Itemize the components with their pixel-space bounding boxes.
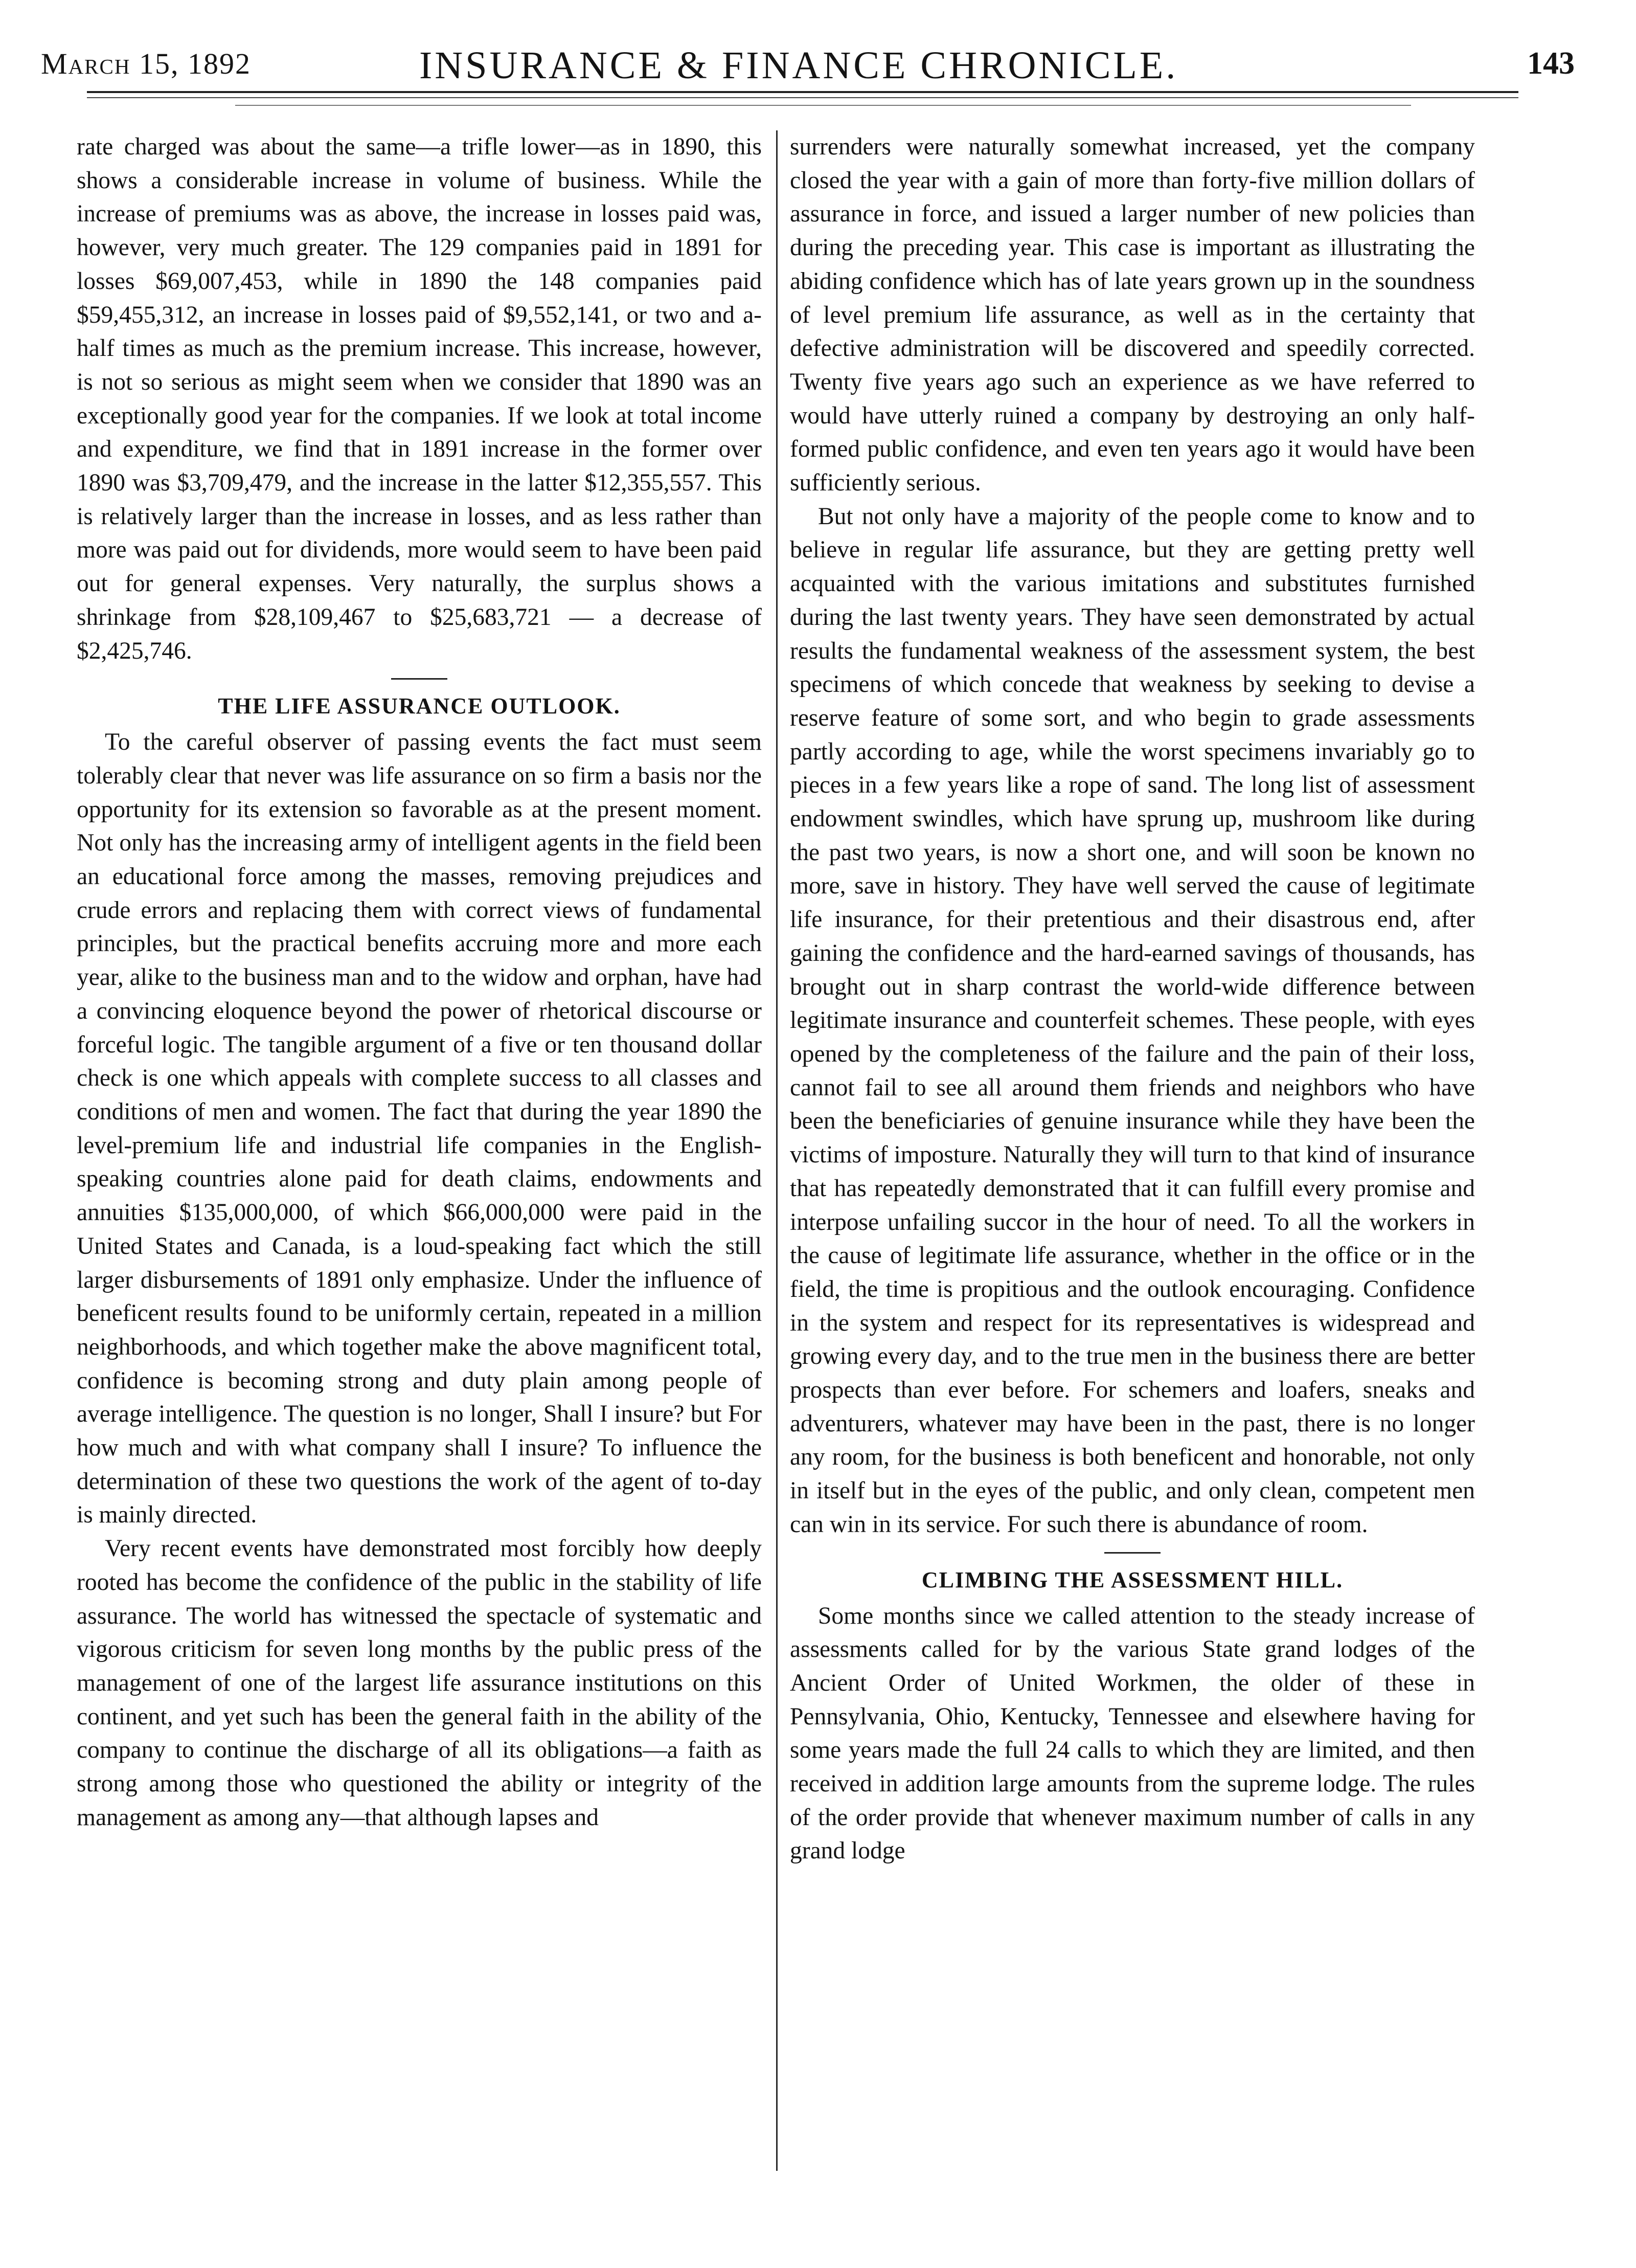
section-divider: [1104, 1552, 1161, 1554]
header-rule-thin: [87, 97, 1518, 98]
continued-paragraph: surrenders were naturally somewhat increased, yet the company closed the year with a gain of more than forty-five million dollars of assurance in force, and issued a larger number of new policies than during the preceding year. This case is important as illustrating the abiding confidence which has of late years grown up in the soundness of level premium life assurance, as well as in the certainty that defective administration will be discovered and speedily corrected. Twenty five years ago such an experience as we have referred to would have utterly ruined a company by destroying an only half-formed public confidence, and even ten years ago it would have been sufficiently serious.: [790, 133, 1475, 497]
body-paragraph: To the careful observer of passing events the fact must seem tolerably clear that never was life assurance on so firm a basis nor the opportunity for its extension so favorable as at the present moment. Not only has the increasing army of intelligent agents in the field been an educational force among the masses, removing prejudices and crude errors and replacing them with correct views of fundamental principles, but the practical benefits accruing more and more each year, alike to the business man and to the widow and orphan, have had a convincing eloquence beyond the power of rhetorical discourse or forceful logic. The tangible argument of a five or ten thousand dollar check is one which appeals with complete success to all classes and conditions of men and women. The fact that during the year 1890 the level-premium life and industrial life companies in the English-speaking countries alone paid for death claims, endowments and annuities $135,000,000, of which $66,000,000 were paid in the United States and Canada, is a loud-speaking fact which the still larger disbursements of 1891 only emphasize. Under the influence of beneficent results found to be uniformly certain, repeated in a million neighborhoods, and which together make the above magnificent total, confidence is becoming strong and duty plain among people of average intelligence. The question is no longer, Shall I insure? but For how much and with what company shall I insure? To influence the determination of these two questions the work of the agent of to-day is mainly directed.: [77, 729, 762, 1529]
body-paragraph: Very recent events have demonstrated most forcibly how deeply rooted has become the confidence of the public in the stability of life assurance. The world has witnessed the spectacle of systematic and vigorous criticism for seven long months by the public press of the management of one of the largest life assurance institutions on this continent, and yet such has been the general faith in the ability of the company to continue the discharge of all its obligations—a faith as strong among those who questioned the ability or integrity of the management as among any—that although lapses and: [77, 1535, 762, 1831]
left-column: [77, 130, 762, 2181]
page-number: 143: [1527, 46, 1575, 81]
body-paragraph: But not only have a majority of the people come to know and to believe in regular life assurance, but they are getting pretty well acquainted with the various imitations and substitutes furnished during the last twenty years. They have seen demonstrated by actual results the fundamental weakness of the assessment system, the best specimens of which concede that weakness by seeking to devise a reserve feature of some sort, and who begin to grade assessments partly according to age, while the worst specimens invariably go to pieces in a few years like a rope of sand. The long list of assessment endowment swindles, which have sprung up, mushroom like during the past two years, is now a short one, and will soon be known no more, save in history. They have well served the cause of legitimate life insurance, for their pretentious and their disastrous end, after gaining the confidence and the hard-earned savings of thousands, has brought out in sharp contrast the world-wide difference between legitimate insurance and counterfeit schemes. These people, with eyes opened by the completeness of the failure and the pain of their loss, cannot fail to see all around them friends and neighbors who have been the beneficiaries of genuine insurance while they have been the victims of imposture. Naturally they will turn to that kind of insurance that has repeatedly demonstrated that it can fulfill every promise and interpose unfailing succor in the hour of need. To all the workers in the cause of legitimate life assurance, whether in the office or in the field, the time is propitious and the outlook encouraging. Confidence in the system and respect for its representatives is widespread and growing every day, and to the true men in the business there are better prospects than ever before. For schemers and loafers, sneaks and adventurers, whatever may have been in the past, there is no longer any room, for the business is both beneficent and honorable, not only in itself but in the eyes of the public, and only clean, competent men can win in its service. For such there is abundance of room.: [790, 503, 1475, 1538]
publication-title: INSURANCE & FINANCE CHRONICLE.: [419, 44, 1178, 87]
column-divider: [776, 130, 778, 2171]
section-heading-assessment-hill: CLIMBING THE ASSESSMENT HILL.: [921, 1567, 1344, 1592]
section-heading-life-assurance: THE LIFE ASSURANCE OUTLOOK.: [218, 693, 621, 719]
right-column: [790, 130, 1475, 2181]
body-paragraph: Some months since we called attention to the steady increase of assessments called for by the various State grand lodges of the Ancient Order of United Workmen, the older of these in Pennsylvania, Ohio, Kentucky, Tennessee and elsewhere having for some years made the full 24 calls to which they are limited, and then received in addition large amounts from the supreme lodge. The rules of the order provide that whenever maximum number of calls in any grand lodge: [790, 1602, 1475, 1865]
issue-date: March 15, 1892: [41, 47, 251, 80]
header-rule-thick: [87, 91, 1518, 93]
section-divider: [391, 678, 447, 680]
header-rule-short: [235, 105, 1411, 106]
intro-paragraph: rate charged was about the same—a trifle lower—as in 1890, this shows a considerable increase in volume of business. While the increase of premiums was as above, the increase in losses paid was, however, very much greater. The 129 companies paid in 1891 for losses $69,007,453, while in 1890 the 148 companies paid $59,455,312, an increase in losses paid of $9,552,141, or two and a-half times as much as the premium increase. This increase, however, is not so serious as might seem when we consider that 1890 was an exceptionally good year for the companies. If we look at total income and expenditure, we find that in 1891 increase in the former over 1890 was $3,709,479, and the increase in the latter $12,355,557. This is relatively larger than the increase in losses, and as less rather than more was paid out for dividends, more would seem to have been paid out for general expenses. Very naturally, the surplus shows a shrinkage from $28,109,467 to $25,683,721 — a decrease of $2,425,746.: [77, 133, 762, 664]
